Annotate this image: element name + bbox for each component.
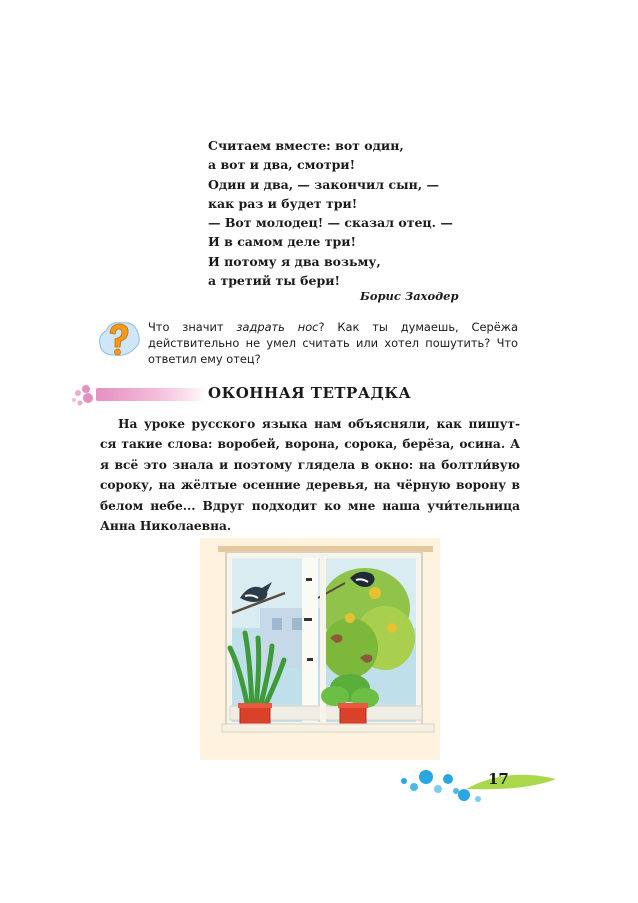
poem (208, 136, 468, 290)
page-footer-decoration-icon (396, 765, 558, 805)
story-line: ся такие слова: воробей, ворона, сорока, берёза, осина. А (100, 437, 520, 452)
window-with-birds-and-plants-illustration (200, 538, 440, 760)
question-text-part: Что значит (148, 320, 237, 334)
poem-line: а вот и два, смотри! (208, 157, 356, 173)
decorative-dots-icon (70, 383, 96, 407)
question-text (148, 319, 518, 368)
question-mark-icon (96, 315, 142, 361)
poem-line: а третий ты бери! (208, 273, 340, 289)
story-line: На уроке русского языка нам объясняли, как пишут- (118, 417, 520, 431)
heading-accent-bar (96, 388, 206, 401)
page-number: 17 (488, 770, 509, 788)
story-line: Анна Николаевна. (100, 519, 232, 534)
question-text-part: ? Как ты думаешь, Серёжа действительно не умел считать или хотел пошутить? Что ответил ему отец? (148, 320, 518, 367)
question-text-italic: задрать нос (236, 320, 319, 334)
story-line: белом небе... Вдруг подходит ко мне наша учи́тельница (100, 498, 520, 513)
poem-line: Считаем вместе: вот один, (208, 138, 404, 153)
poem-line: И в самом деле три! (208, 234, 356, 250)
poem-line: Один и два, — закончил сын, — (208, 176, 439, 192)
poem-line: — Вот молодец! — сказал отец. — (208, 215, 453, 231)
section-title: ОКОННАЯ ТЕТРАДКА (208, 384, 412, 402)
story-line: сороку, на жёлтые осенние деревья, на чёрную ворону в (100, 478, 520, 493)
poem-line: как раз и будет три! (208, 195, 358, 211)
poem-author: Борис Заходер (360, 289, 459, 303)
story-text (100, 414, 520, 536)
story-line: я всё это знала и поэтому глядела в окно: на болтли́вую (100, 457, 520, 472)
poem-line: И потому я два возьму, (208, 253, 381, 269)
